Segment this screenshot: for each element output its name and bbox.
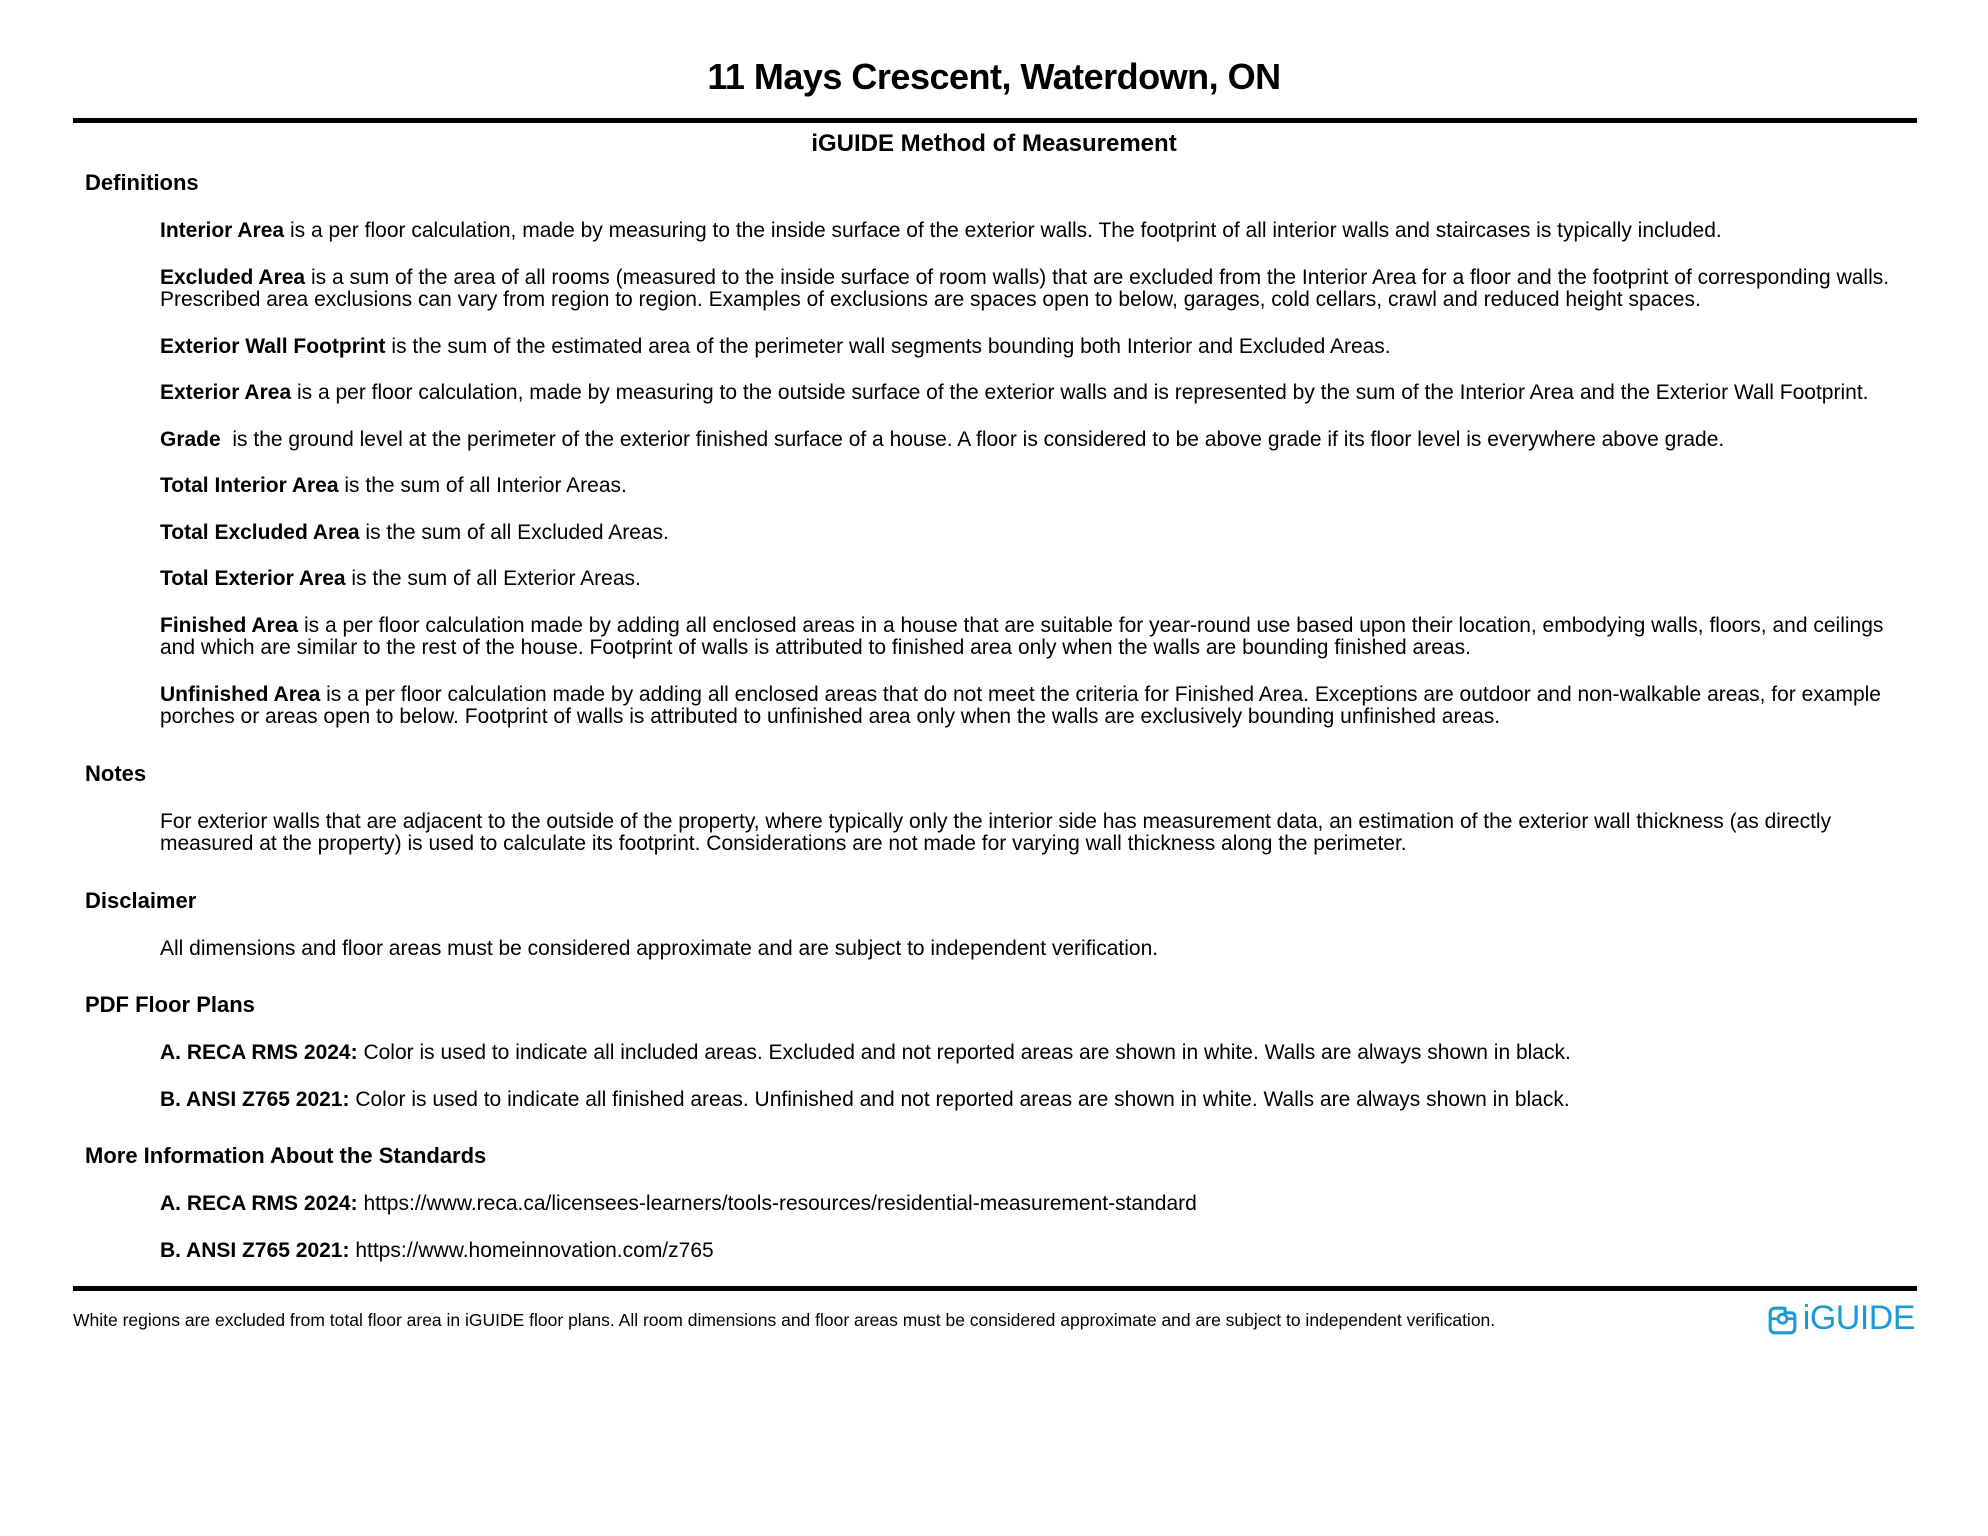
definition-term: Interior Area xyxy=(160,219,285,242)
standard-label: A. RECA RMS 2024: xyxy=(160,1192,358,1215)
page-subtitle: iGUIDE Method of Measurement xyxy=(811,130,1177,157)
pdf-floor-plans-heading: PDF Floor Plans xyxy=(85,992,255,1017)
more-information-heading: More Information About the Standards xyxy=(85,1143,487,1168)
disclaimer-heading: Disclaimer xyxy=(85,887,197,913)
definition-term: Total Excluded Area xyxy=(160,520,360,544)
definition-text: is a sum of the area of all rooms (measured to the inside surface of room walls) that are excluded from the Interior Area for a floor and the footprint of corresponding walls. Prescribed area exclusions can vary from region to region. Examples of exclusions are spaces open to below, garages, cold cellars, crawl and reduced height spaces. xyxy=(160,265,1890,311)
definition-text: is the sum of all Excluded Areas. xyxy=(365,520,669,544)
definition-total-exterior-area xyxy=(160,568,1908,591)
definition-exterior-wall-footprint xyxy=(160,336,1908,359)
iguide-logo-text: iGUIDE xyxy=(1802,1299,1915,1337)
pdf-floor-plans-item-reca xyxy=(160,1042,1908,1065)
iguide-logo xyxy=(1767,1301,1915,1339)
standard-label: A. RECA RMS 2024: xyxy=(160,1041,358,1064)
definition-text: is a per floor calculation made by adding all enclosed areas in a house that are suitable for year-round use based upon their location, embodying walls, floors, and ceilings and which are similar to the rest of the house. Footprint of walls is attributed to finished area only when the walls are bounding finished areas. xyxy=(160,613,1884,659)
definition-term: Grade xyxy=(160,427,221,451)
definition-exterior-area xyxy=(160,382,1908,405)
definition-text: is the sum of the estimated area of the perimeter wall segments bounding both Interior and Excluded Areas. xyxy=(391,334,1391,358)
pdf-floor-plans-item-ansi xyxy=(160,1089,1908,1112)
footer-disclaimer-text: White regions are excluded from total floor area in iGUIDE floor plans. All room dimensions and floor areas must be considered approximate and are subject to independent verification. xyxy=(73,1309,1496,1330)
reca-standard-link[interactable]: https://www.reca.ca/licensees-learners/tools-resources/residential-measurement-standard xyxy=(363,1192,1197,1215)
definition-text: is the sum of all Exterior Areas. xyxy=(351,567,641,590)
definition-total-excluded-area xyxy=(160,522,1908,545)
more-information-item-ansi xyxy=(160,1240,1908,1263)
definition-term: Excluded Area xyxy=(160,265,306,289)
disclaimer-paragraph: All dimensions and floor areas must be considered approximate and are subject to independent verification. xyxy=(160,936,1159,960)
iguide-camera-icon xyxy=(1767,1305,1798,1336)
definition-term: Exterior Wall Footprint xyxy=(160,334,386,358)
definition-text: is the ground level at the perimeter of the exterior finished surface of a house. A floor is considered to be above grade if its floor level is everywhere above grade. xyxy=(232,427,1725,451)
definitions-heading: Definitions xyxy=(85,170,199,195)
page-title: 11 Mays Crescent, Waterdown, ON xyxy=(707,56,1281,97)
footer-divider xyxy=(73,1286,1917,1291)
notes-heading: Notes xyxy=(85,760,147,786)
definition-text: is a per floor calculation made by adding all enclosed areas that do not meet the criteria for Finished Area. Exceptions are outdoor and non-walkable areas, for example porches or areas open to below. Footprint of walls is attributed to unfinished area only when the walls are exclusively bounding unfinished areas. xyxy=(160,682,1881,728)
definition-term: Total Exterior Area xyxy=(160,567,346,590)
footer xyxy=(73,1301,1915,1339)
definition-text: is a per floor calculation, made by measuring to the outside surface of the exterior walls and is represented by the sum of the Interior Area and the Exterior Wall Footprint. xyxy=(296,381,1869,404)
standard-description: Color is used to indicate all included areas. Excluded and not reported areas are shown in white. Walls are always shown in black. xyxy=(363,1041,1571,1064)
definition-term: Exterior Area xyxy=(160,381,292,404)
ansi-standard-link[interactable]: https://www.homeinnovation.com/z765 xyxy=(355,1238,714,1262)
definition-total-interior-area xyxy=(160,475,1908,498)
standard-label: B. ANSI Z765 2021: xyxy=(160,1238,350,1262)
header-divider xyxy=(73,118,1917,123)
definition-excluded-area xyxy=(160,267,1908,312)
more-information-item-reca xyxy=(160,1193,1908,1216)
definition-finished-area xyxy=(160,615,1908,660)
standard-label: B. ANSI Z765 2021: xyxy=(160,1087,350,1111)
definition-term: Total Interior Area xyxy=(160,474,339,497)
definition-term: Unfinished Area xyxy=(160,682,321,706)
standard-description: Color is used to indicate all finished areas. Unfinished and not reported areas are shown in white. Walls are always shown in black. xyxy=(355,1087,1570,1111)
notes-paragraph: For exterior walls that are adjacent to the outside of the property, where typically only the interior side has measurement data, an estimation of the exterior wall thickness (as directly measured at the property) is used to calculate its footprint. Considerations are not made for varying wall thickness along the perimeter. xyxy=(160,809,1832,855)
definition-unfinished-area xyxy=(160,684,1908,729)
definition-text: is a per floor calculation, made by measuring to the inside surface of the exterior walls. The footprint of all interior walls and staircases is typically included. xyxy=(289,219,1722,242)
definition-interior-area xyxy=(160,220,1908,243)
definition-term: Finished Area xyxy=(160,613,299,637)
definition-grade xyxy=(160,429,1908,452)
definition-text: is the sum of all Interior Areas. xyxy=(344,474,627,497)
